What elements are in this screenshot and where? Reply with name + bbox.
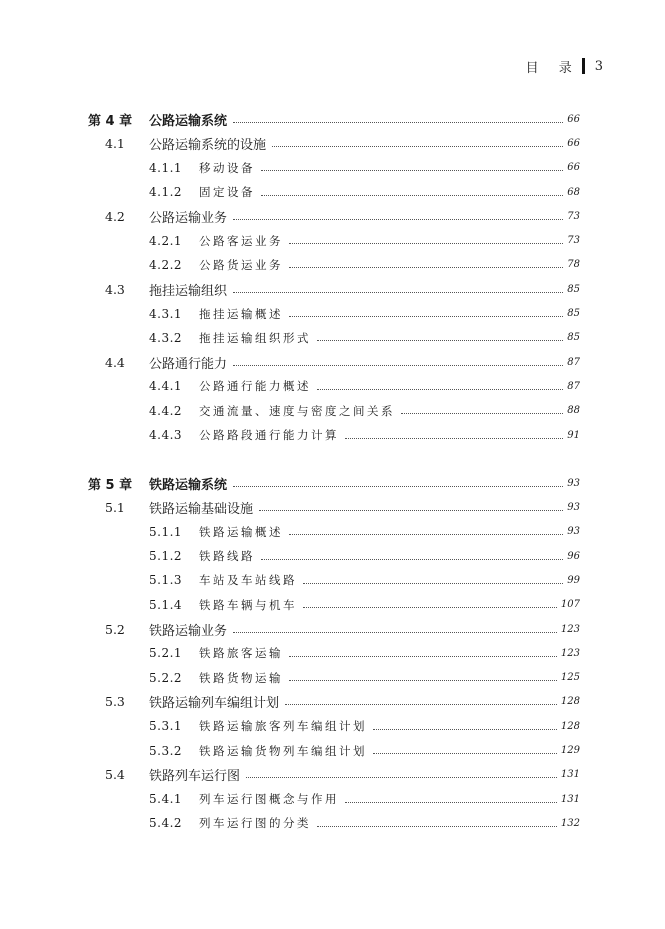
entry-number: 5.3.1 — [149, 719, 183, 734]
entry-page-number: 66 — [567, 162, 580, 174]
entry-number: 第 5 章 — [88, 477, 133, 493]
dot-leader — [233, 486, 563, 487]
toc-section-entry[interactable] — [88, 495, 580, 519]
dot-leader — [303, 607, 557, 608]
dot-leader — [272, 146, 563, 147]
entry-number: 4.3.1 — [149, 306, 183, 321]
dot-leader — [261, 170, 563, 171]
toc-chapter-entry[interactable] — [88, 107, 580, 131]
dot-leader — [259, 510, 563, 511]
entry-title: 铁路运输系统 — [149, 477, 228, 493]
entry-page-number: 78 — [567, 259, 580, 271]
entry-title: 拖挂运输组织形式 — [199, 330, 311, 345]
dot-leader — [233, 292, 563, 293]
entry-page-number: 93 — [567, 477, 580, 489]
entry-number: 5.2.1 — [149, 646, 183, 661]
entry-title: 公路运输系统的设施 — [149, 137, 267, 153]
entry-title: 铁路运输旅客列车编组计划 — [199, 719, 367, 734]
entry-title: 公路通行能力概述 — [199, 379, 311, 394]
entry-title: 交通流量、速度与密度之间关系 — [199, 403, 395, 418]
entry-number: 第 4 章 — [88, 113, 133, 129]
entry-page-number: 85 — [567, 283, 580, 295]
entry-page-number: 73 — [567, 210, 580, 222]
toc-subsection-entry[interactable] — [88, 301, 580, 325]
toc-section-entry[interactable] — [88, 617, 580, 641]
entry-number: 5.4.1 — [149, 792, 183, 807]
entry-page-number: 93 — [567, 526, 580, 538]
dot-leader — [233, 122, 563, 123]
entry-title: 铁路运输概述 — [199, 524, 283, 539]
toc-section-entry[interactable] — [88, 690, 580, 714]
entry-number: 5.3.2 — [149, 743, 183, 758]
entry-number: 5.1.2 — [149, 549, 183, 564]
entry-page-number: 96 — [567, 550, 580, 562]
entry-number: 4.4.3 — [149, 428, 183, 442]
entry-page-number: 85 — [567, 308, 580, 320]
entry-page-number: 66 — [567, 137, 580, 149]
entry-number: 4.4.2 — [149, 403, 183, 418]
entry-number: 4.2.1 — [149, 233, 183, 248]
entry-page-number: 123 — [560, 623, 580, 635]
dot-leader — [317, 340, 563, 341]
dot-leader — [261, 559, 563, 560]
entry-title: 列车运行图的分类 — [199, 816, 311, 831]
entry-page-number: 131 — [560, 793, 580, 805]
dot-leader — [373, 729, 557, 730]
entry-title: 铁路车辆与机车 — [199, 597, 297, 612]
table-of-contents — [88, 107, 580, 860]
entry-number: 5.1.1 — [149, 524, 183, 539]
toc-subsection-entry[interactable] — [88, 738, 580, 762]
entry-page-number: 107 — [560, 599, 580, 611]
entry-title: 列车运行图概念与作用 — [199, 792, 339, 807]
toc-subsection-entry[interactable] — [88, 374, 580, 398]
dot-leader — [289, 534, 563, 535]
entry-page-number: 87 — [567, 356, 580, 368]
entry-page-number: 93 — [567, 502, 580, 514]
entry-title: 铁路列车运行图 — [149, 769, 241, 785]
entry-number: 4.4.1 — [149, 379, 183, 394]
entry-number: 5.4.2 — [149, 816, 183, 831]
entry-title: 公路货运业务 — [199, 257, 283, 272]
toc-subsection-entry[interactable] — [88, 787, 580, 811]
toc-chapter-entry[interactable] — [88, 471, 580, 495]
dot-leader — [289, 680, 557, 681]
chapter-block — [88, 107, 580, 447]
toc-subsection-entry[interactable] — [88, 641, 580, 665]
toc-subsection-entry[interactable] — [88, 156, 580, 180]
entry-page-number: 66 — [567, 113, 580, 125]
entry-title: 铁路货物运输 — [199, 670, 283, 685]
dot-leader — [246, 777, 557, 778]
dot-leader — [345, 438, 563, 439]
toc-subsection-entry[interactable] — [88, 568, 580, 592]
entry-title: 公路客运业务 — [199, 233, 283, 248]
entry-page-number: 99 — [567, 574, 580, 586]
dot-leader — [289, 316, 563, 317]
entry-number: 5.1 — [105, 500, 125, 516]
chapter-block — [88, 471, 580, 835]
entry-title: 公路通行能力 — [149, 356, 228, 372]
entry-number: 5.1.4 — [149, 597, 183, 612]
dot-leader — [317, 389, 563, 390]
entry-page-number: 128 — [560, 696, 580, 708]
entry-page-number: 128 — [560, 720, 580, 732]
dot-leader — [303, 583, 563, 584]
header-page-number: 3 — [594, 58, 603, 74]
toc-subsection-entry[interactable] — [88, 180, 580, 204]
entry-title: 移动设备 — [199, 160, 255, 175]
toc-subsection-entry[interactable] — [88, 399, 580, 423]
entry-number: 5.4 — [105, 767, 125, 783]
entry-number: 4.3.2 — [149, 330, 183, 345]
dot-leader — [233, 219, 563, 220]
entry-page-number: 91 — [567, 429, 580, 441]
toc-section-entry[interactable] — [88, 763, 580, 787]
toc-subsection-entry[interactable] — [88, 714, 580, 738]
entry-page-number: 129 — [560, 745, 580, 757]
entry-page-number: 132 — [560, 817, 580, 829]
entry-title: 铁路旅客运输 — [199, 646, 283, 661]
entry-title: 铁路运输业务 — [149, 623, 228, 639]
toc-subsection-entry[interactable] — [88, 228, 580, 252]
entry-title: 固定设备 — [199, 185, 255, 200]
dot-leader — [233, 632, 557, 633]
toc-subsection-entry[interactable] — [88, 253, 580, 277]
entry-page-number: 131 — [560, 769, 580, 781]
entry-title: 铁路运输货物列车编组计划 — [199, 743, 367, 758]
entry-number: 4.4 — [105, 354, 125, 370]
toc-subsection-entry[interactable] — [88, 811, 580, 835]
dot-leader — [285, 704, 557, 705]
entry-page-number: 87 — [567, 380, 580, 392]
entry-number: 5.3 — [105, 694, 125, 710]
entry-page-number: 85 — [567, 332, 580, 344]
toc-section-entry[interactable] — [88, 131, 580, 155]
toc-subsection-entry[interactable] — [88, 326, 580, 350]
toc-subsection-entry[interactable] — [88, 666, 580, 690]
header-divider — [582, 58, 585, 74]
toc-section-entry[interactable] — [88, 350, 580, 374]
entry-number: 4.2 — [105, 208, 125, 224]
entry-number: 5.1.3 — [149, 573, 183, 588]
toc-subsection-entry[interactable] — [88, 593, 580, 617]
dot-leader — [373, 753, 557, 754]
entry-page-number: 73 — [567, 235, 580, 247]
dot-leader — [289, 243, 563, 244]
entry-title: 车站及车站线路 — [199, 573, 297, 588]
toc-subsection-entry[interactable] — [88, 544, 580, 568]
dot-leader — [289, 267, 563, 268]
entry-title: 铁路运输列车编组计划 — [149, 696, 280, 712]
entry-title: 铁路运输基础设施 — [149, 502, 254, 518]
entry-number: 4.2.2 — [149, 257, 183, 272]
entry-title: 公路运输系统 — [149, 113, 228, 129]
dot-leader — [233, 365, 563, 366]
entry-number: 4.1.2 — [149, 185, 183, 200]
entry-number: 5.2.2 — [149, 670, 183, 685]
entry-page-number: 125 — [560, 672, 580, 684]
toc-section-entry[interactable] — [88, 204, 580, 228]
entry-title: 公路运输业务 — [149, 210, 228, 226]
header-title: 目 录 — [525, 60, 580, 76]
entry-number: 4.3 — [105, 281, 125, 297]
toc-section-entry[interactable] — [88, 277, 580, 301]
entry-title: 拖挂运输概述 — [199, 306, 283, 321]
entry-page-number: 88 — [567, 405, 580, 417]
toc-subsection-entry[interactable] — [88, 520, 580, 544]
dot-leader — [345, 802, 557, 803]
entry-title: 拖挂运输组织 — [149, 283, 228, 299]
toc-subsection-entry[interactable] — [88, 423, 580, 447]
running-header — [526, 56, 603, 76]
entry-page-number: 68 — [567, 186, 580, 198]
entry-number: 5.2 — [105, 621, 125, 637]
entry-title: 铁路线路 — [199, 549, 255, 564]
entry-number: 4.1 — [105, 135, 125, 151]
dot-leader — [261, 195, 563, 196]
entry-number: 4.1.1 — [149, 160, 183, 175]
dot-leader — [317, 826, 557, 827]
entry-page-number: 123 — [560, 647, 580, 659]
entry-title: 公路路段通行能力计算 — [199, 428, 339, 442]
dot-leader — [401, 413, 563, 414]
dot-leader — [289, 656, 557, 657]
